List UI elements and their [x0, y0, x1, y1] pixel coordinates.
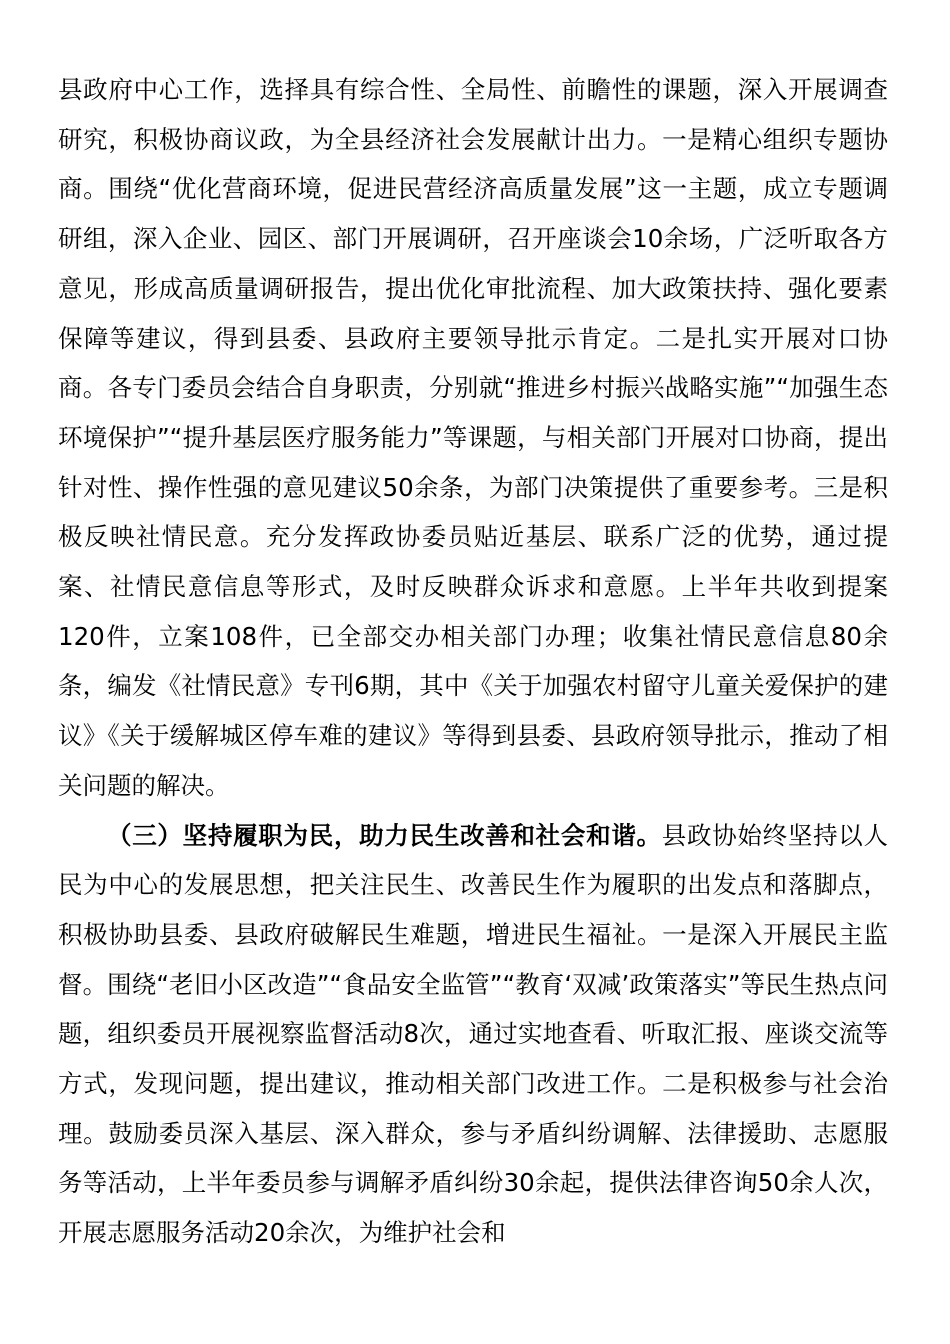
section-body: 县政协始终坚持以人民为中心的发展思想，把关注民生、改善民生作为履职的出发点和落脚点，积极协助县委、县政府破解民生难题，增进民生福祉。一是深入开展民主监督。围绕“老旧小区改造”“食品安全监管”“教育‘双减’政策落实”等民生热点问题，组织委员开展视察监督活动8次，通过实地查看、听取汇报、座谈交流等方式，发现问题，提出建议，推动相关部门改进工作。二是积极参与社会治理。鼓励委员深入基层、深入群众，参与矛盾纠纷调解、法律援助、志愿服务等活动，上半年委员参与调解矛盾纠纷30余起，提供法律咨询50余人次，开展志愿服务活动20余次，为维护社会和 [58, 820, 888, 1248]
section-heading: （三）坚持履职为民，助力民生改善和社会和谐。 [107, 820, 662, 850]
body-paragraph-1: 县政府中心工作，选择具有综合性、全局性、前瞻性的课题，深入开展调查研究，积极协商议政，为全县经济社会发展献计出力。一是精心组织专题协商。围绕“优化营商环境，促进民营经济高质量发展”这一主题，成立专题调研组，深入企业、园区、部门开展调研，召开座谈会10余场，广泛听取各方意见，形成高质量调研报告，提出优化审批流程、加大政策扶持、强化要素保障等建议，得到县委、县政府主要领导批示肯定。二是扎实开展对口协商。各专门委员会结合自身职责，分别就“推进乡村振兴战略实施”“加强生态环境保护”“提升基层医疗服务能力”等课题，与相关部门开展对口协商，提出针对性、操作性强的意见建议50余条，为部门决策提供了重要参考。三是积极反映社情民意。充分发挥政协委员贴近基层、联系广泛的优势，通过提案、社情民意信息等形式，及时反映群众诉求和意愿。上半年共收到提案120件，立案108件，已全部交办相关部门办理；收集社情民意信息80余条，编发《社情民意》专刊6期，其中《关于加强农村留守儿童关爱保护的建议》《关于缓解城区停车难的建议》等得到县委、县政府领导批示，推动了相关问题的解决。 [58, 75, 888, 800]
body-paragraph-2 [58, 811, 888, 1258]
document-page [58, 65, 888, 1258]
